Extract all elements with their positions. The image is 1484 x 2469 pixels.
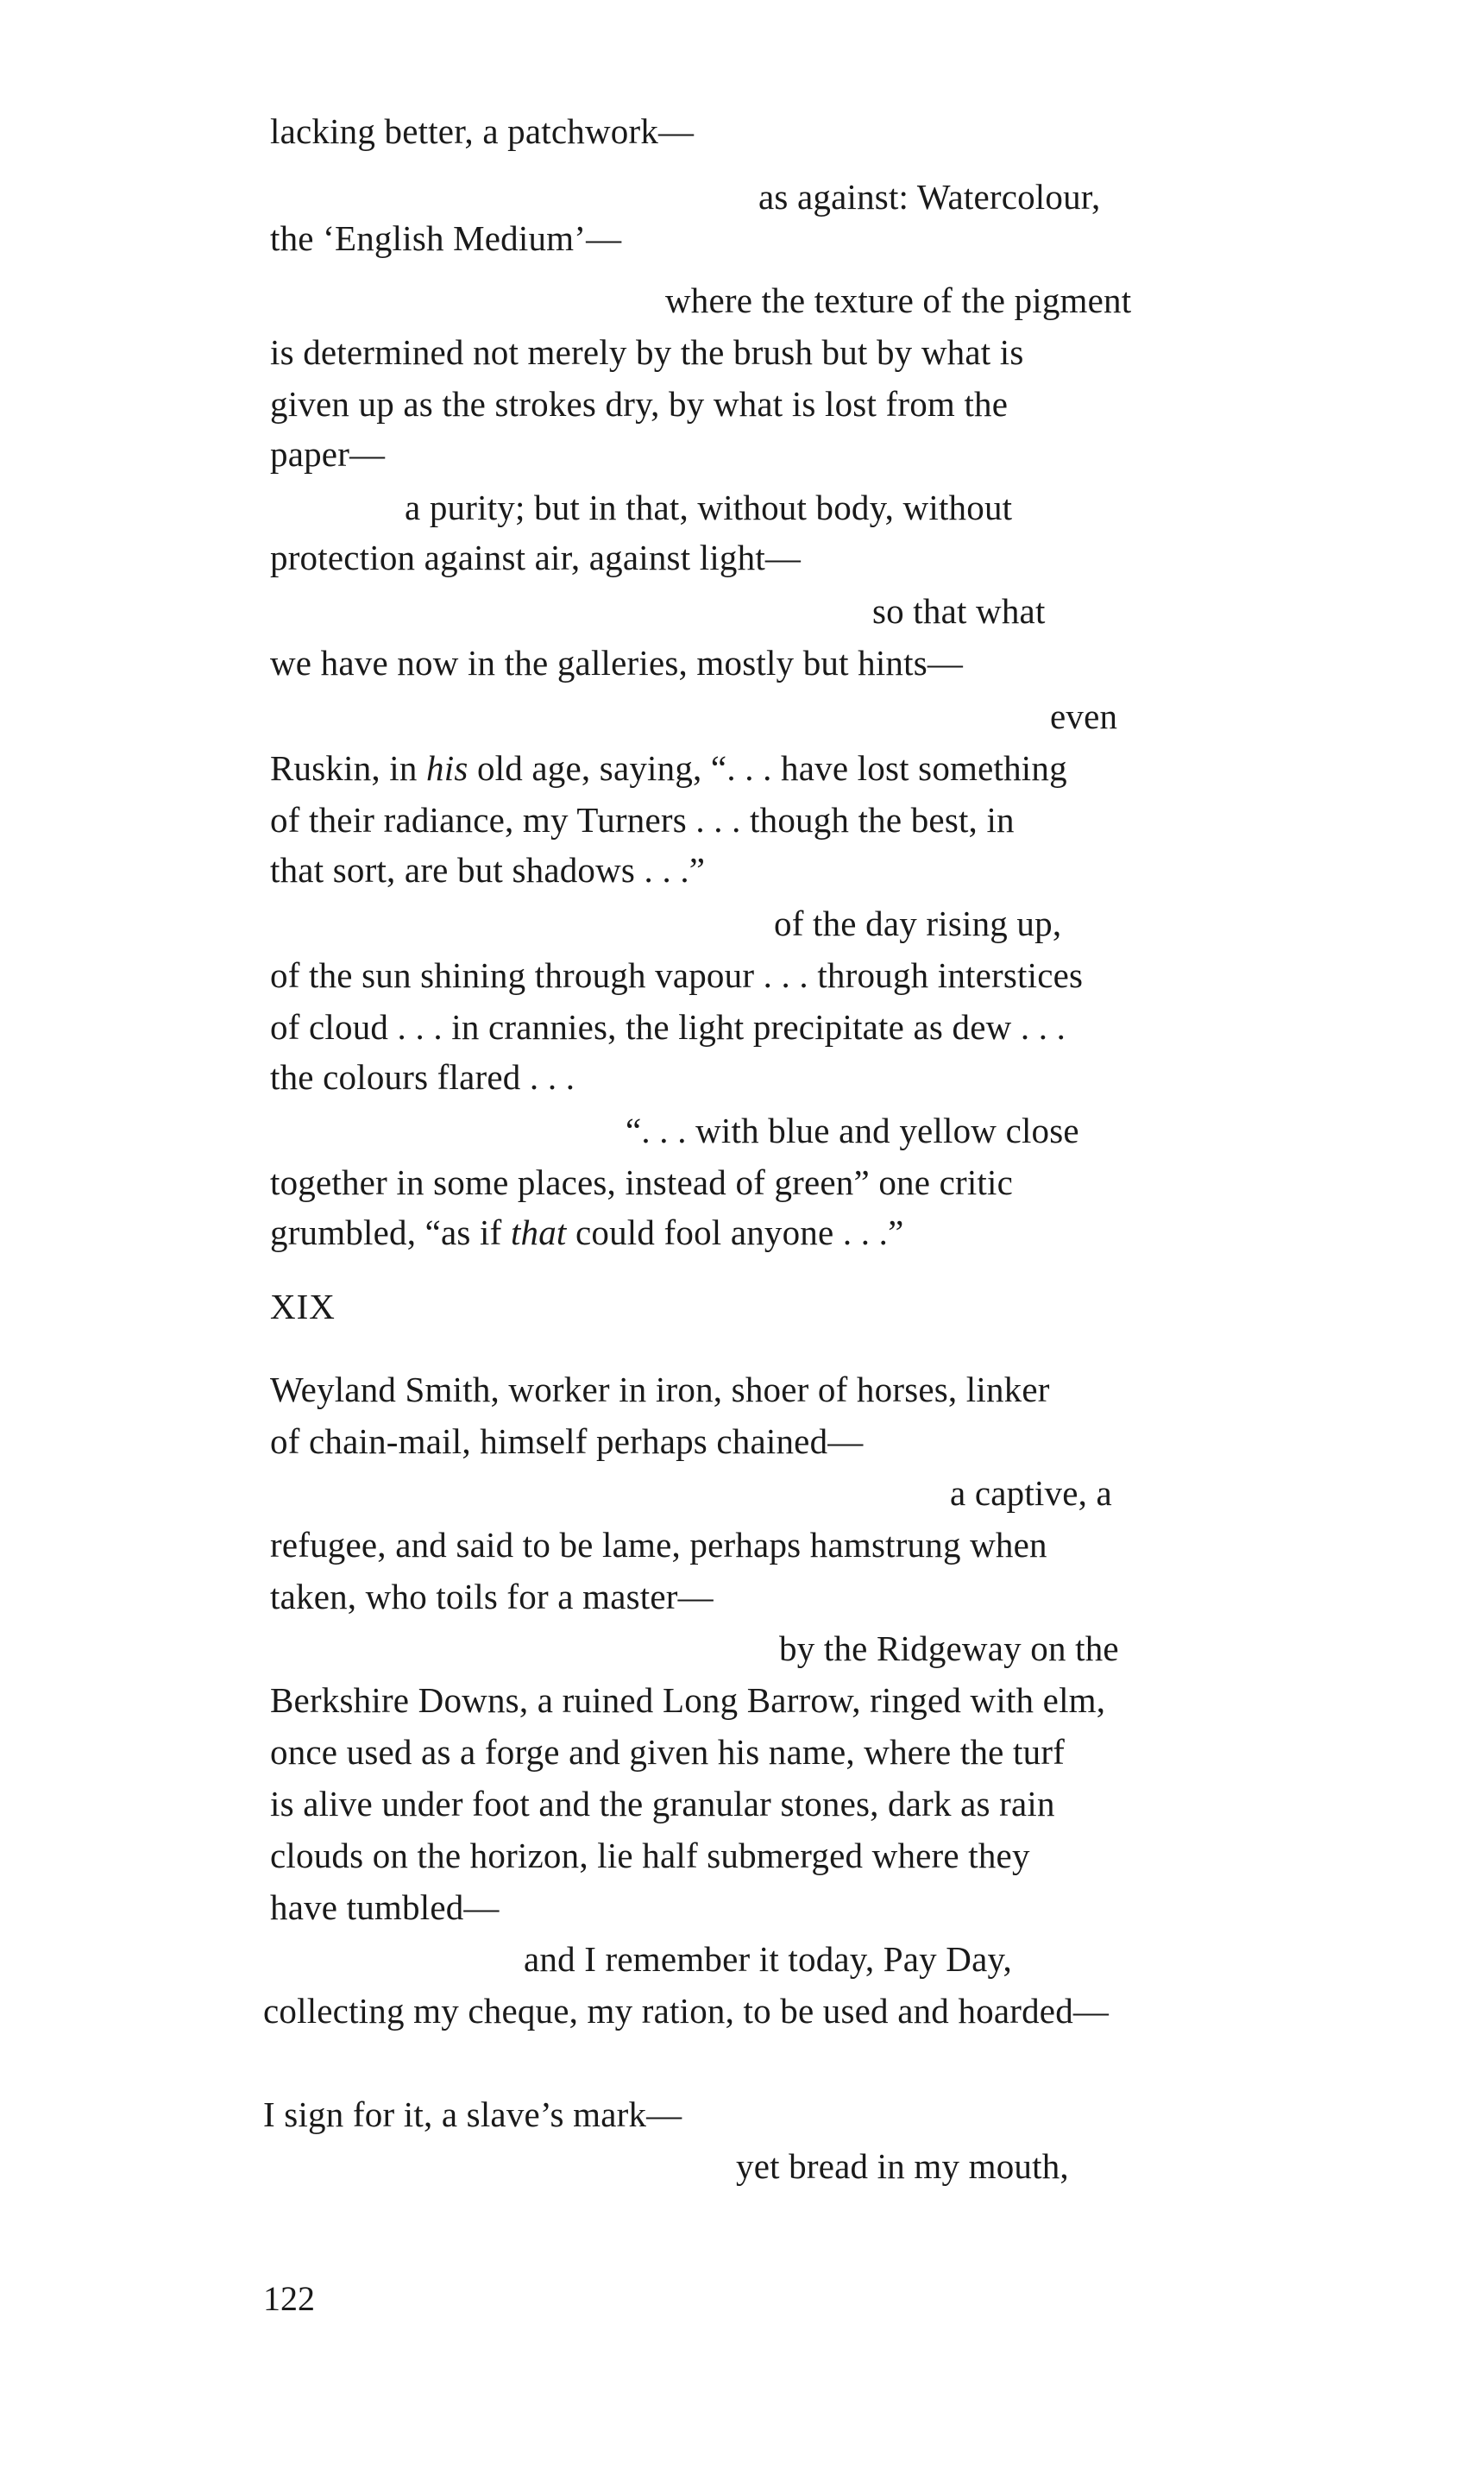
poem-line: paper— <box>270 434 386 474</box>
poem-line: of cloud . . . in crannies, the light precipitate as dew . . . <box>270 1007 1066 1047</box>
grumbled-line-before: grumbled, “as if <box>270 1212 511 1252</box>
poem-line: where the texture of the pigment <box>665 280 1132 320</box>
poem-line: of their radiance, my Turners . . . though the best, in <box>270 800 1015 840</box>
poem-line: the colours flared . . . <box>270 1057 575 1097</box>
poem-line: clouds on the horizon, lie half submerged where they <box>270 1836 1030 1875</box>
grumbled-line-after: could fool anyone . . .” <box>566 1212 904 1252</box>
page-number: 122 <box>263 2279 315 2318</box>
ruskin-line-before: Ruskin, in <box>270 748 427 788</box>
poem-line: we have now in the galleries, mostly but hints— <box>270 643 964 683</box>
poem-line: and I remember it today, Pay Day, <box>524 1939 1012 1979</box>
poem-line: together in some places, instead of green” one critic <box>270 1162 1014 1202</box>
poem-line: Berkshire Downs, a ruined Long Barrow, ringed with elm, <box>270 1680 1106 1720</box>
poem-line: once used as a forge and given his name, where the turf <box>270 1732 1066 1772</box>
grumbled-line-italic: that <box>510 1212 567 1252</box>
poem-line-ruskin <box>270 747 1067 789</box>
poem-line: that sort, are but shadows . . .” <box>270 850 706 890</box>
poem-line: a purity; but in that, without body, without <box>405 488 1013 527</box>
poem-line: is alive under foot and the granular stones, dark as rain <box>270 1784 1055 1823</box>
poem-line: of the day rising up, <box>774 904 1062 943</box>
poem-line: given up as the strokes dry, by what is lost from the <box>270 384 1009 424</box>
poem-line: yet bread in my mouth, <box>736 2146 1069 2186</box>
ruskin-line-after: old age, saying, “. . . have lost something <box>468 748 1067 788</box>
poem-line: taken, who toils for a master— <box>270 1577 714 1616</box>
poem-line: by the Ridgeway on the <box>779 1628 1119 1668</box>
poem-line: I sign for it, a slave’s mark— <box>263 2094 682 2134</box>
poem-line: of the sun shining through vapour . . . through interstices <box>270 955 1084 995</box>
poem-line: so that what <box>872 591 1046 631</box>
poem-line: protection against air, against light— <box>270 538 802 577</box>
poem-line: lacking better, a patchwork— <box>270 111 695 151</box>
poem-line: the ‘English Medium’— <box>270 218 622 258</box>
poem-line: refugee, and said to be lame, perhaps hamstrung when <box>270 1525 1047 1565</box>
poem-line: even <box>1050 696 1118 736</box>
poem-line: a captive, a <box>950 1473 1112 1513</box>
poem-line: “. . . with blue and yellow close <box>626 1111 1079 1150</box>
poem-line: of chain-mail, himself perhaps chained— <box>270 1421 864 1461</box>
poem-line: as against: Watercolour, <box>758 177 1101 217</box>
section-heading: XIX <box>270 1287 336 1326</box>
poem-line-grumbled <box>270 1212 904 1253</box>
poem-line: Weyland Smith, worker in iron, shoer of horses, linker <box>270 1370 1050 1409</box>
ruskin-line-italic: his <box>426 748 468 788</box>
poem-line: is determined not merely by the brush but by what is <box>270 332 1024 372</box>
poem-line: have tumbled— <box>270 1887 500 1927</box>
poem-line: collecting my cheque, my ration, to be used and hoarded— <box>263 1991 1110 2031</box>
